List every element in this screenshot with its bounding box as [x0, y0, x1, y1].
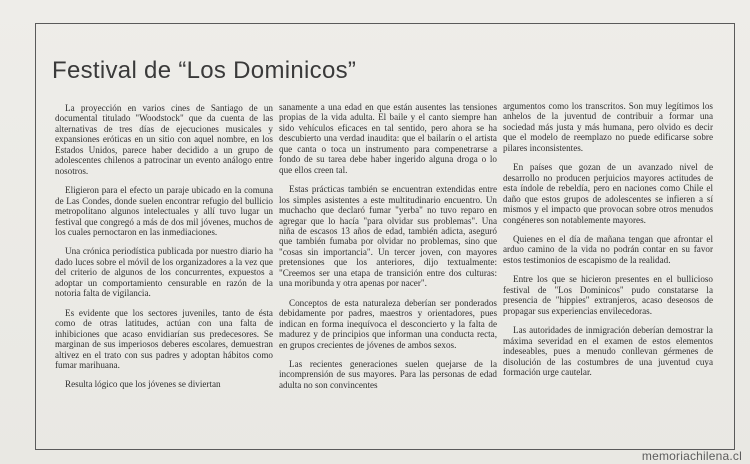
article-title: Festival de “Los Dominicos”: [52, 57, 357, 84]
paragraph: En países que gozan de un avanzado nivel de desarrollo no producen perjuicios mayores actitudes de esta índole de rebeldía, pero en naciones como Chile el daño que estos grupos de adolescentes se infieren a sí mismos y el impacto que provocan sobre otros menudos congéneres son notablemente mayores.: [503, 162, 713, 225]
paragraph: sanamente a una edad en que están ausentes las tensiones propias de la vida adulta. El baile y el canto siempre han sido vehículos eficaces en tal sentido, pero ahora se ha descubierto una verdad inaudita: que el bailarín o el artista que canta o toca un instrumento para compenetrarse a fondo de su tarea debe haber ingerido alguna droga o lo que ellos creen tal.: [279, 102, 497, 175]
paragraph: Las recientes generaciones suelen quejarse de la incomprensión de sus mayores. Para las personas de edad adulta no son convincentes: [279, 358, 497, 390]
paragraph: Estas prácticas también se encuentran extendidas entre los simples asistentes a este multitudinario encuentro. Un muchacho que declaró fumar "yerba" no tuvo reparo en agregar que lo hacía "para olvidar sus problemas". Una niña de escasos 13 años de edad, también adicta, aseguró que también fumaba por olvidar no problemas, sino que "cosas sin importancia". Un tercer joven, con mayores pretensiones que los anteriores, dijo textualmente: "Creemos ser una etapa de transición entre dos culturas: una moribunda y otra apenas por nacer".: [279, 184, 497, 289]
paragraph: Quienes en el día de mañana tengan que afrontar el arduo camino de la vida no podrán contar en su favor estos testimonios de escapismo de la realidad.: [503, 233, 713, 265]
article-column-2: [279, 102, 497, 399]
paragraph: argumentos como los transcritos. Son muy legítimos los anhelos de la juventud de contribuir a formar una sociedad más justa y más humana, pero olvido es decir que el modelo de reemplazo no puede edificarse sobre pilares inconsistentes.: [503, 101, 713, 153]
article-column-3: [503, 101, 713, 386]
paragraph: Las autoridades de inmigración deberían demostrar la máxima severidad en el examen de estos elementos indeseables, pues a menudo conllevan gérmenes de disolución de las costumbres de una juventud cuya formación urge cautelar.: [503, 325, 713, 377]
paragraph: Conceptos de esta naturaleza deberían ser ponderados debidamente por padres, maestros y orientadores, pues indican en forma inequívoca el desconcierto y la falta de madurez y de principios que informan una conducta recta, en grupos crecientes de jóvenes de ambos sexos.: [279, 297, 497, 350]
source-watermark: memoriachilena.cl: [641, 449, 742, 463]
paragraph: Una crónica periodística publicada por nuestro diario ha dado luces sobre el móvil de los organizadores a la vez que del criterio de algunos de los concurrentes, expuestos a adoptar un comportamiento censurable en razón de la notoria falta de vigilancia.: [55, 246, 273, 299]
article-column-1: [55, 103, 273, 399]
paragraph: Resulta lógico que los jóvenes se diviertan: [65, 379, 221, 390]
paragraph: La proyección en varios cines de Santiago de un documental titulado "Woodstock" que da cuenta de las alternativas de tres días de ejecuciones musicales y expansiones eróticas en un sitio con aquel nombre, en los Estados Unidos, parece haber decidido a un grupo de adolescentes chilenos a patrocinar un evento análogo entre nosotros.: [55, 103, 273, 176]
paragraph: Eligieron para el efecto un paraje ubicado en la comuna de Las Condes, donde suelen encontrar refugio del bullicio metropolitano algunos intelectuales y allí tuvo lugar un festival que congregó a más de dos mil jóvenes, muchos de los cuales pernoctaron en las inmediaciones.: [55, 185, 273, 237]
paragraph: Entre los que se hicieron presentes en el bullicioso festival de "Los Dominicos" pudo constatarse la presencia de "hippies" extranjeros, acaso deseosos de propagar sus experiencias envilecedoras.: [503, 274, 713, 316]
paragraph: Es evidente que los sectores juveniles, tanto de ésta como de otras latitudes, actúan con una falta de inhibiciones que acaso envidiarían sus predecesores. Se marginan de sus imperiosos deberes escolares, demuestran altivez en el trato con sus padres y adoptan hábitos como fumar marihuana.: [55, 307, 273, 370]
